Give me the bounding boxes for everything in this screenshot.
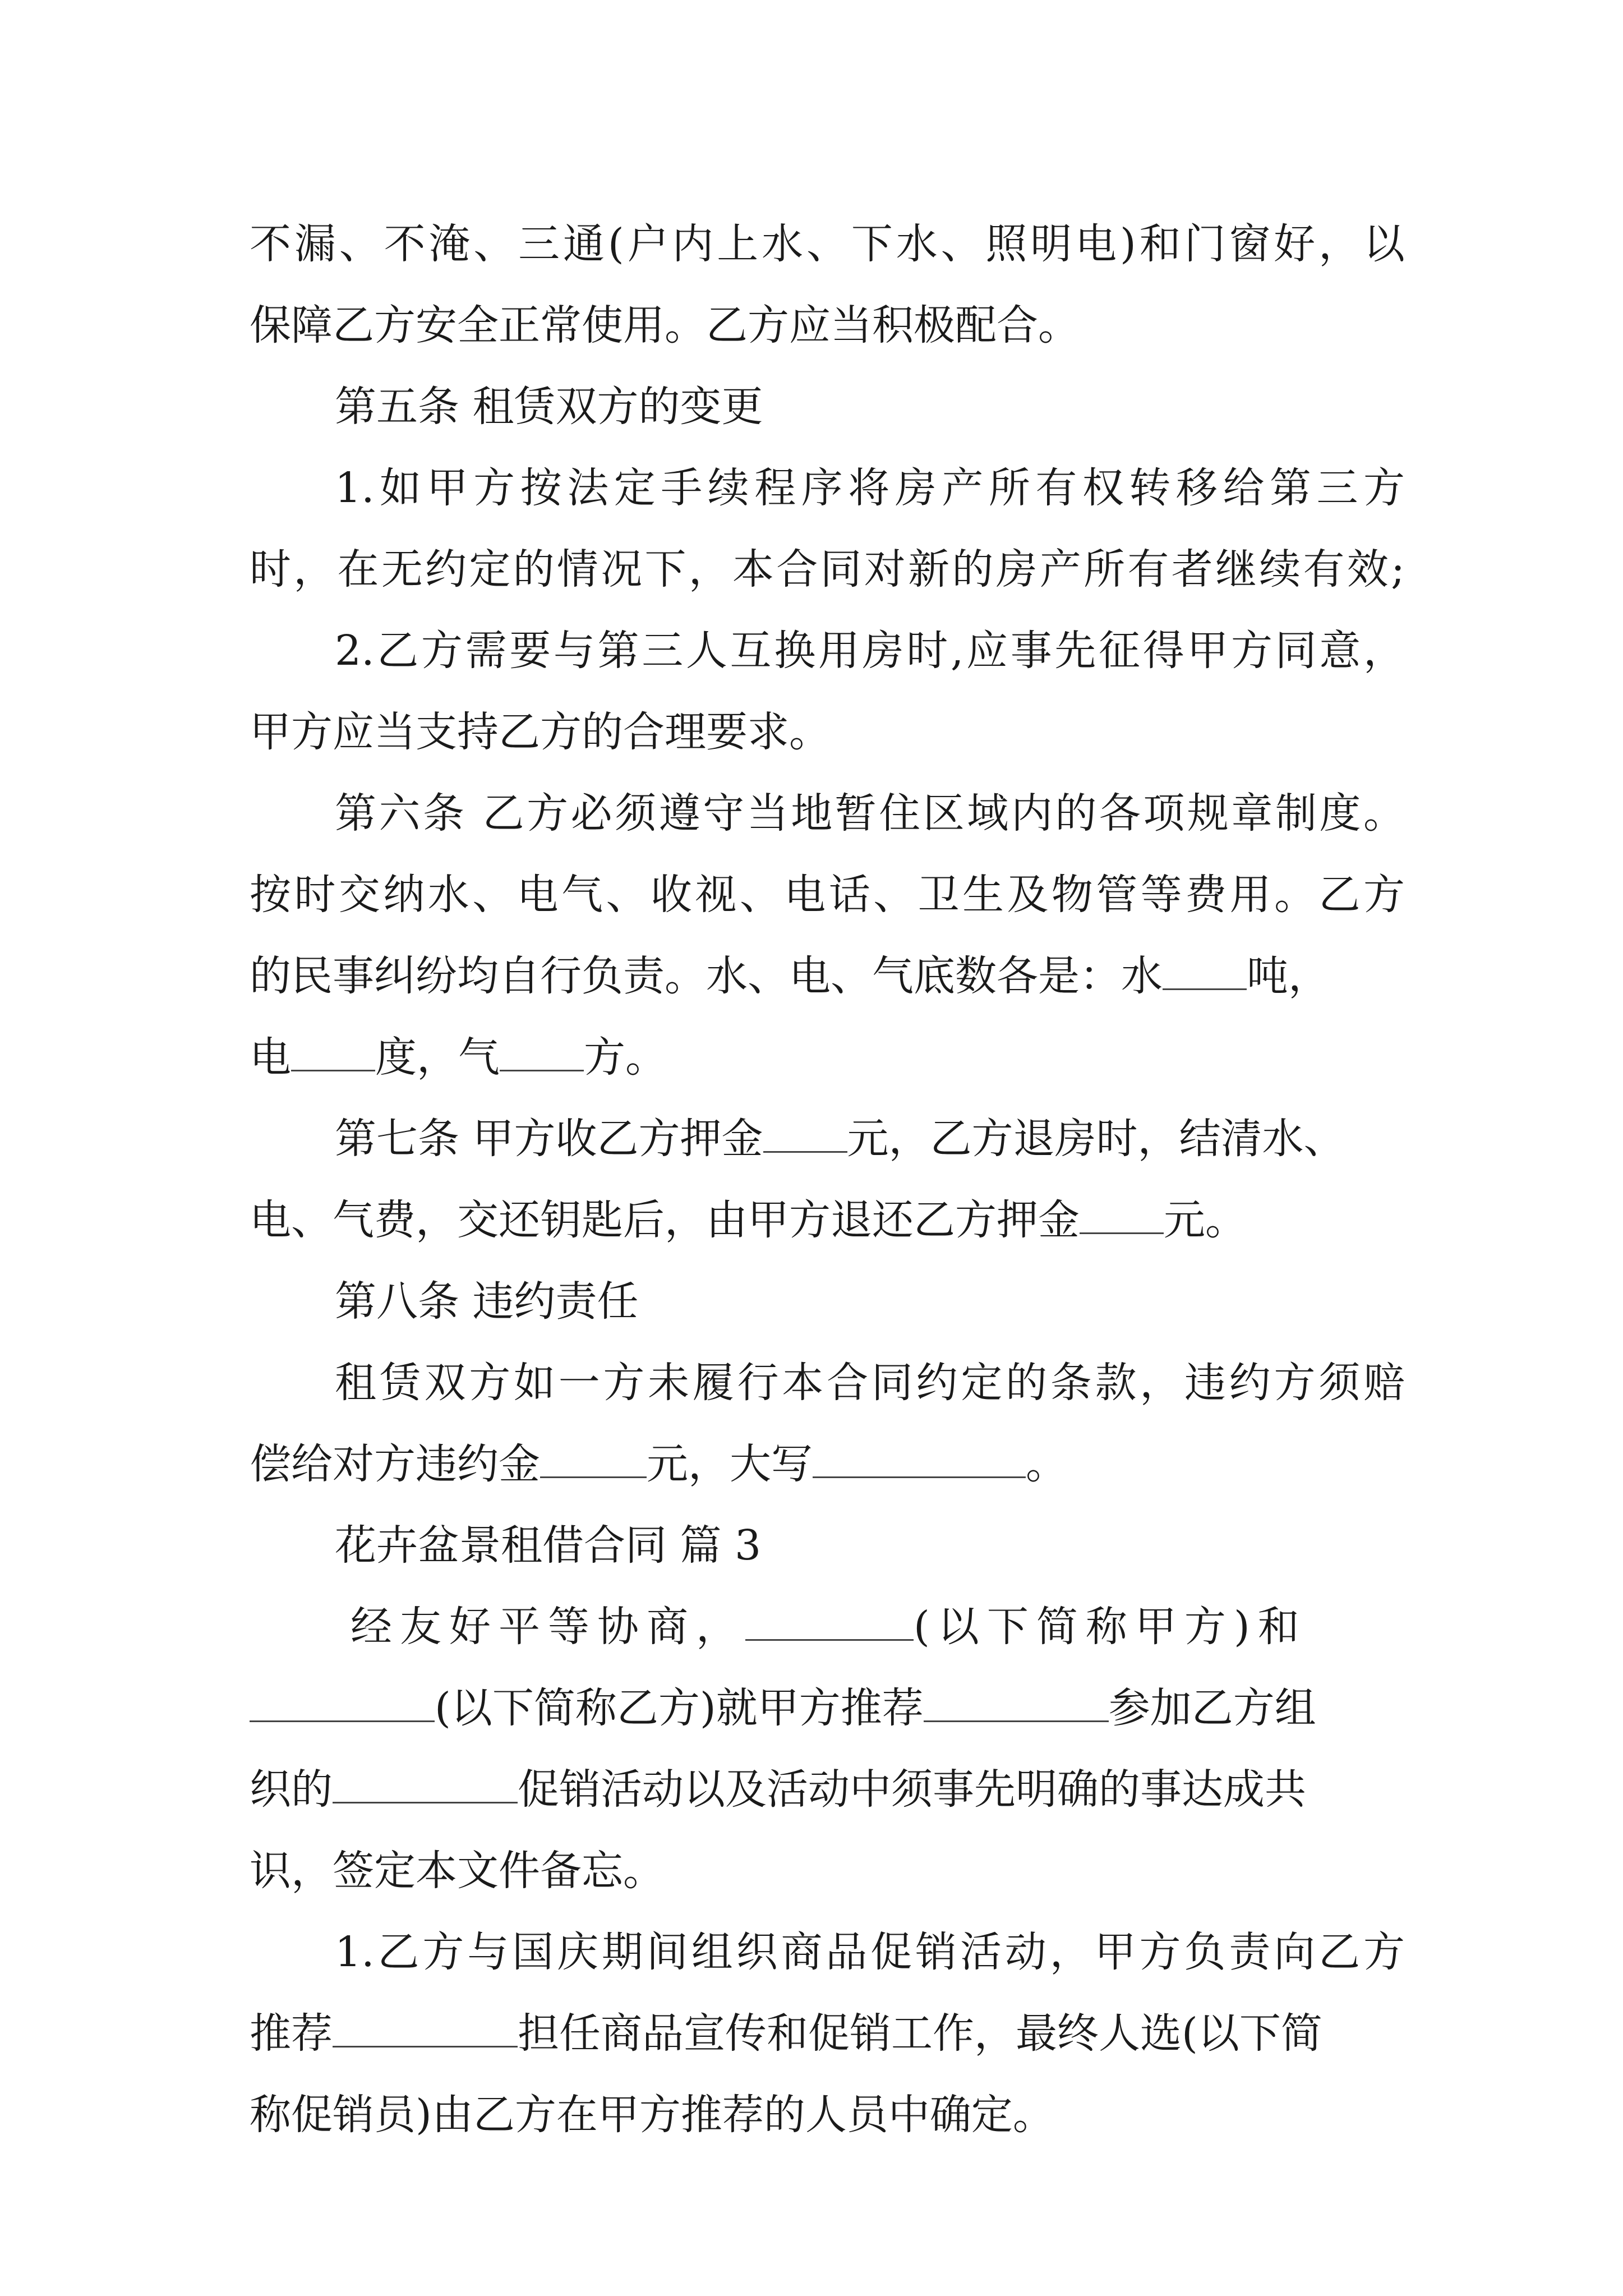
blank-recommended bbox=[924, 1683, 1109, 1722]
text-line-1 bbox=[250, 205, 1405, 283]
text-line-24 bbox=[250, 2076, 1405, 2154]
text: 的民事纠纷均自行负责。水、电、气底数各是：水 bbox=[250, 952, 1163, 1000]
blank-penalty-words bbox=[813, 1439, 1026, 1478]
blank-gas bbox=[500, 1032, 584, 1071]
text-line-20 bbox=[250, 1750, 1405, 1829]
text-line-6 bbox=[335, 611, 1405, 690]
text-line-5 bbox=[250, 530, 1405, 609]
text-line-16 bbox=[250, 1425, 1405, 1503]
text: 参加乙方组 bbox=[1108, 1684, 1316, 1732]
text: 吨， bbox=[1247, 952, 1330, 1000]
text-line-15 bbox=[335, 1343, 1405, 1422]
text-line-23 bbox=[250, 1994, 1405, 2073]
text: 第七条 甲方收乙方押金 bbox=[335, 1115, 763, 1163]
text: 元。 bbox=[1164, 1196, 1247, 1244]
text-line-19 bbox=[250, 1669, 1405, 1747]
clause-5-heading bbox=[335, 367, 1405, 446]
text: 促销活动以及活动中须事先明确的事达成共 bbox=[518, 1765, 1306, 1814]
section-title bbox=[335, 1506, 1405, 1585]
text-line-7 bbox=[250, 693, 1405, 771]
text: 不漏、不淹、三通(户内上水、下水、照明电)和门窗好，以 bbox=[250, 220, 1405, 268]
blank-activity bbox=[333, 1764, 518, 1803]
text: 担任商品宣传和促销工作，最终人选(以下简 bbox=[518, 2009, 1322, 2058]
blank-deposit bbox=[763, 1114, 847, 1153]
text: 元，大写 bbox=[647, 1440, 813, 1488]
blank-penalty bbox=[540, 1439, 647, 1478]
text-line-9 bbox=[250, 855, 1405, 934]
text: 电 bbox=[250, 1033, 291, 1082]
text: 租赁双方如一方未履行本合同约定的条款，违约方须赔 bbox=[335, 1359, 1405, 1407]
text: (以下简称甲方)和 bbox=[914, 1603, 1307, 1651]
text-line-13 bbox=[250, 1181, 1405, 1259]
clause-8-heading bbox=[335, 1262, 1405, 1341]
text-line-21 bbox=[250, 1832, 1405, 1910]
text: 第六条 乙方必须遵守当地暂住区域内的各项规章制度。 bbox=[335, 789, 1405, 838]
text: 。 bbox=[1026, 1440, 1067, 1488]
blank-party-a bbox=[745, 1602, 914, 1641]
text: 元，乙方退房时，结清水、 bbox=[847, 1115, 1345, 1163]
text: 保障乙方安全正常使用。乙方应当积极配合。 bbox=[250, 301, 1080, 349]
text: 按时交纳水、电气、收视、电话、卫生及物管等费用。乙方 bbox=[250, 871, 1405, 919]
text-line-2 bbox=[250, 286, 1405, 365]
text: 第五条 租赁双方的变更 bbox=[335, 383, 763, 431]
text: 经友好平等协商， bbox=[351, 1603, 745, 1651]
text-line-4 bbox=[335, 449, 1405, 527]
clause-6-heading bbox=[335, 774, 1405, 853]
text: 电、气费，交还钥匙后，由甲方退还乙方押金 bbox=[250, 1196, 1080, 1244]
blank-water bbox=[1163, 951, 1247, 990]
text: 方。 bbox=[584, 1033, 667, 1082]
clause-7-heading bbox=[335, 1099, 1405, 1178]
text-line-18 bbox=[351, 1588, 1405, 1666]
text: 1.乙方与国庆期间组织商品促销活动，甲方负责向乙方 bbox=[335, 1928, 1405, 1976]
blank-party-b bbox=[250, 1683, 435, 1722]
text-line-22 bbox=[335, 1913, 1405, 1991]
text: 偿给对方违约金 bbox=[250, 1440, 540, 1488]
text: 织的 bbox=[250, 1765, 333, 1814]
blank-promoter bbox=[333, 2008, 518, 2047]
text-line-10 bbox=[250, 937, 1405, 1015]
blank-electric bbox=[291, 1032, 375, 1071]
text: 花卉盆景租借合同 篇 3 bbox=[335, 1521, 762, 1570]
text: 甲方应当支持乙方的合理要求。 bbox=[250, 708, 831, 756]
text: 时，在无约定的情况下，本合同对新的房产所有者继续有效; bbox=[250, 545, 1405, 593]
text: (以下简称乙方)就甲方推荐 bbox=[435, 1684, 924, 1732]
blank-refund bbox=[1080, 1195, 1164, 1234]
text: 1.如甲方按法定手续程序将房产所有权转移给第三方 bbox=[335, 464, 1405, 512]
text: 称促销员)由乙方在甲方推荐的人员中确定。 bbox=[250, 2091, 1054, 2139]
text: 第八条 违约责任 bbox=[335, 1277, 639, 1326]
text: 度，气 bbox=[375, 1033, 500, 1082]
text: 2.乙方需要与第三人互换用房时,应事先征得甲方同意， bbox=[335, 627, 1405, 675]
text: 推荐 bbox=[250, 2009, 333, 2058]
text-line-11 bbox=[250, 1018, 1405, 1097]
text: 识，签定本文件备忘。 bbox=[250, 1847, 665, 1895]
